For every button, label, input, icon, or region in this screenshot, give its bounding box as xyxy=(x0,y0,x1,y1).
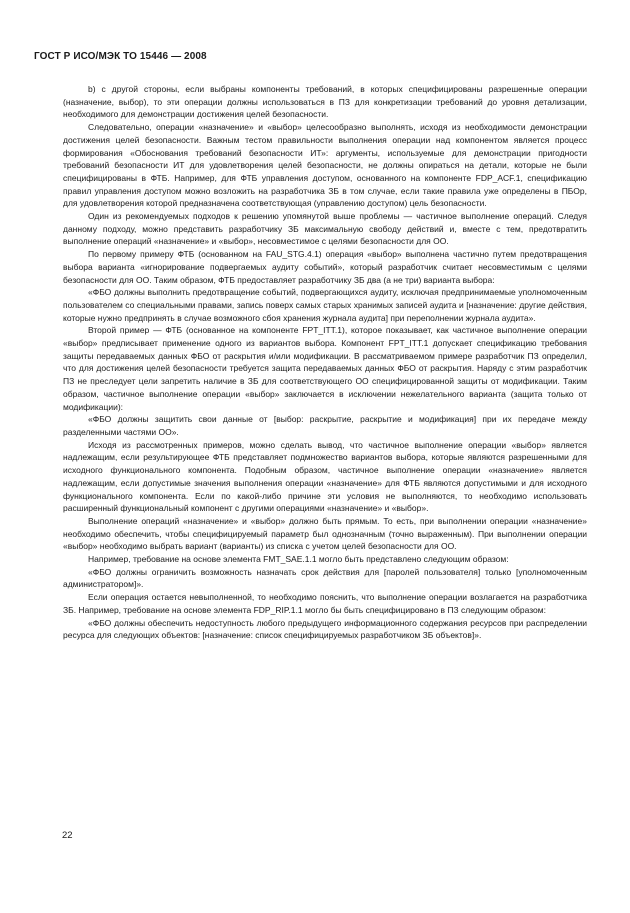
paragraph-8: Например, требование на основе элемента FMT_SAE.1.1 могло быть представлено следующим образом: xyxy=(88,554,509,565)
quote-1: «ФБО должны выполнить предотвращение событий, подвергающихся аудиту, исключая предпринимаемые уполномоченным пользователем со специальными правами, запись поверх самых старых хранимых записей аудита и [назначение: другие действия, которые нужно предпринять в случае возможного сбоя хранения журнала аудита] при переполнении журнала аудита». xyxy=(63,287,587,323)
paragraph-5: Второй пример — ФТБ (основанное на компоненте FPT_ITT.1), которое показывает, как частичное выполнение операции «выбор» предписывает применение одного из вариантов выбора. Компонент FPT_ITT.1 допускает спецификацию требования защиты передаваемых данных ФБО от раскрытия и/или модификации. В рассматриваемом примере разработчик ПЗ определил, что для достижения целей безопасности требуется защита передаваемых данных ФБО от раскрытия. Наряду с этим разработчик ПЗ не преследует цели запретить наличие в ЗБ для соответствующего ОО специфицированной защиты от модификации. Таким образом, частичное выполнение операции «выбор» заключается в исключении нежелательного варианта (защита только от модификации): xyxy=(63,325,587,412)
quote-3: «ФБО должны ограничить возможность назначать срок действия для [паролей пользователя] только [уполномоченным администратором]». xyxy=(63,566,587,590)
quote-4: «ФБО должны обеспечить недоступность любого предыдущего информационного содержания ресурсов при распределении ресурса для следующих объектов: [назначение: список специфицируемых разработчиком ЗБ объектов]». xyxy=(63,617,587,641)
paragraph-1: b) с другой стороны, если выбраны компоненты требований, в которых специфицированы разрешенные операции (назначение, выбор), то эти операции должны использоваться в ПЗ для конкретизации требований до уровня детализации, необходимого для демонстрации достижения целей безопасности. xyxy=(63,84,587,120)
document-header: ГОСТ Р ИСО/МЭК ТО 15446 — 2008 xyxy=(34,51,207,62)
paragraph-6: Исходя из рассмотренных примеров, можно сделать вывод, что частичное выполнение операции «выбор» является надлежащим, если результирующее ФТБ представляет подмножество вариантов выбора, которые являются разрешенными для исходного функционального компонента. Подобным образом, частичное выполнение операции «назначение» является надлежащим, если допустимые значения выполнения операции «назначение» для ФТБ являются допустимыми и для исходного функционального компонента. Если по какой-либо причине эти условия не выполняются, то необходимо использовать расширенный функциональный компонент с другими операциями «назначение» и «выбор». xyxy=(63,439,587,514)
page-number: 22 xyxy=(62,830,73,841)
paragraph-3: Один из рекомендуемых подходов к решению упомянутой выше проблемы — частичное выполнение операций. Следуя данному подходу, можно представить разработчику ЗБ максимальную свободу действий и, вместе с тем, предотвратить выполнение операций «назначение» и «выбор», несовместимое с целями безопасности для ОО. xyxy=(63,211,587,247)
paragraph-7: Выполнение операций «назначение» и «выбор» должно быть прямым. То есть, при выполнении операции «назначение» необходимо обеспечить, чтобы специфицируемый параметр был однозначным (точно выраженным). При выполнении операции «выбор» необходимо выбрать вариант (варианты) из списка с учетом целей безопасности для ОО. xyxy=(63,515,587,552)
document-body xyxy=(63,83,587,642)
paragraph-4: По первому примеру ФТБ (основанном на FAU_STG.4.1) операция «выбор» выполнена частично путем предотвращения выбора варианта «игнорирование подвергаемых аудиту событий», который разработчик считает несовместимым с целями безопасности для ОО. Таким образом, ФТБ предоставляет разработчику ЗБ два (а не три) варианта выбора: xyxy=(63,249,587,285)
paragraph-2: Следовательно, операции «назначение» и «выбор» целесообразно выполнять, исходя из необходимости демонстрации достижения целей безопасности. Важным тестом правильности выполнения операции над компонентом является процесс формирования «Обоснования требований безопасности ИТ»: аргументы, используемые для демонстрации пригодности требований безопасности ИТ для удовлетворения целей безопасности, не должны опираться на детали, которые не были специфицированы в ФТБ. Например, для ФТБ управления доступом, основанного на компоненте FDP_ACF.1, спецификацию правил управления доступом можно возложить на разработчика ЗБ в том случае, если такие правила уже определены в ПБОр, для удовлетворения которой предназначена соответствующая (управлению доступом) цель безопасности. xyxy=(63,122,587,209)
paragraph-9: Если операция остается невыполненной, то необходимо пояснить, что выполнение операции возлагается на разработчика ЗБ. Например, требование на основе элемента FDP_RIP.1.1 могло бы быть специфицировано в ПЗ следующим образом: xyxy=(63,592,587,615)
quote-2: «ФБО должны защитить свои данные от [выбор: раскрытие, раскрытие и модификация] при их передаче между разделенными частями ОО». xyxy=(63,414,587,437)
